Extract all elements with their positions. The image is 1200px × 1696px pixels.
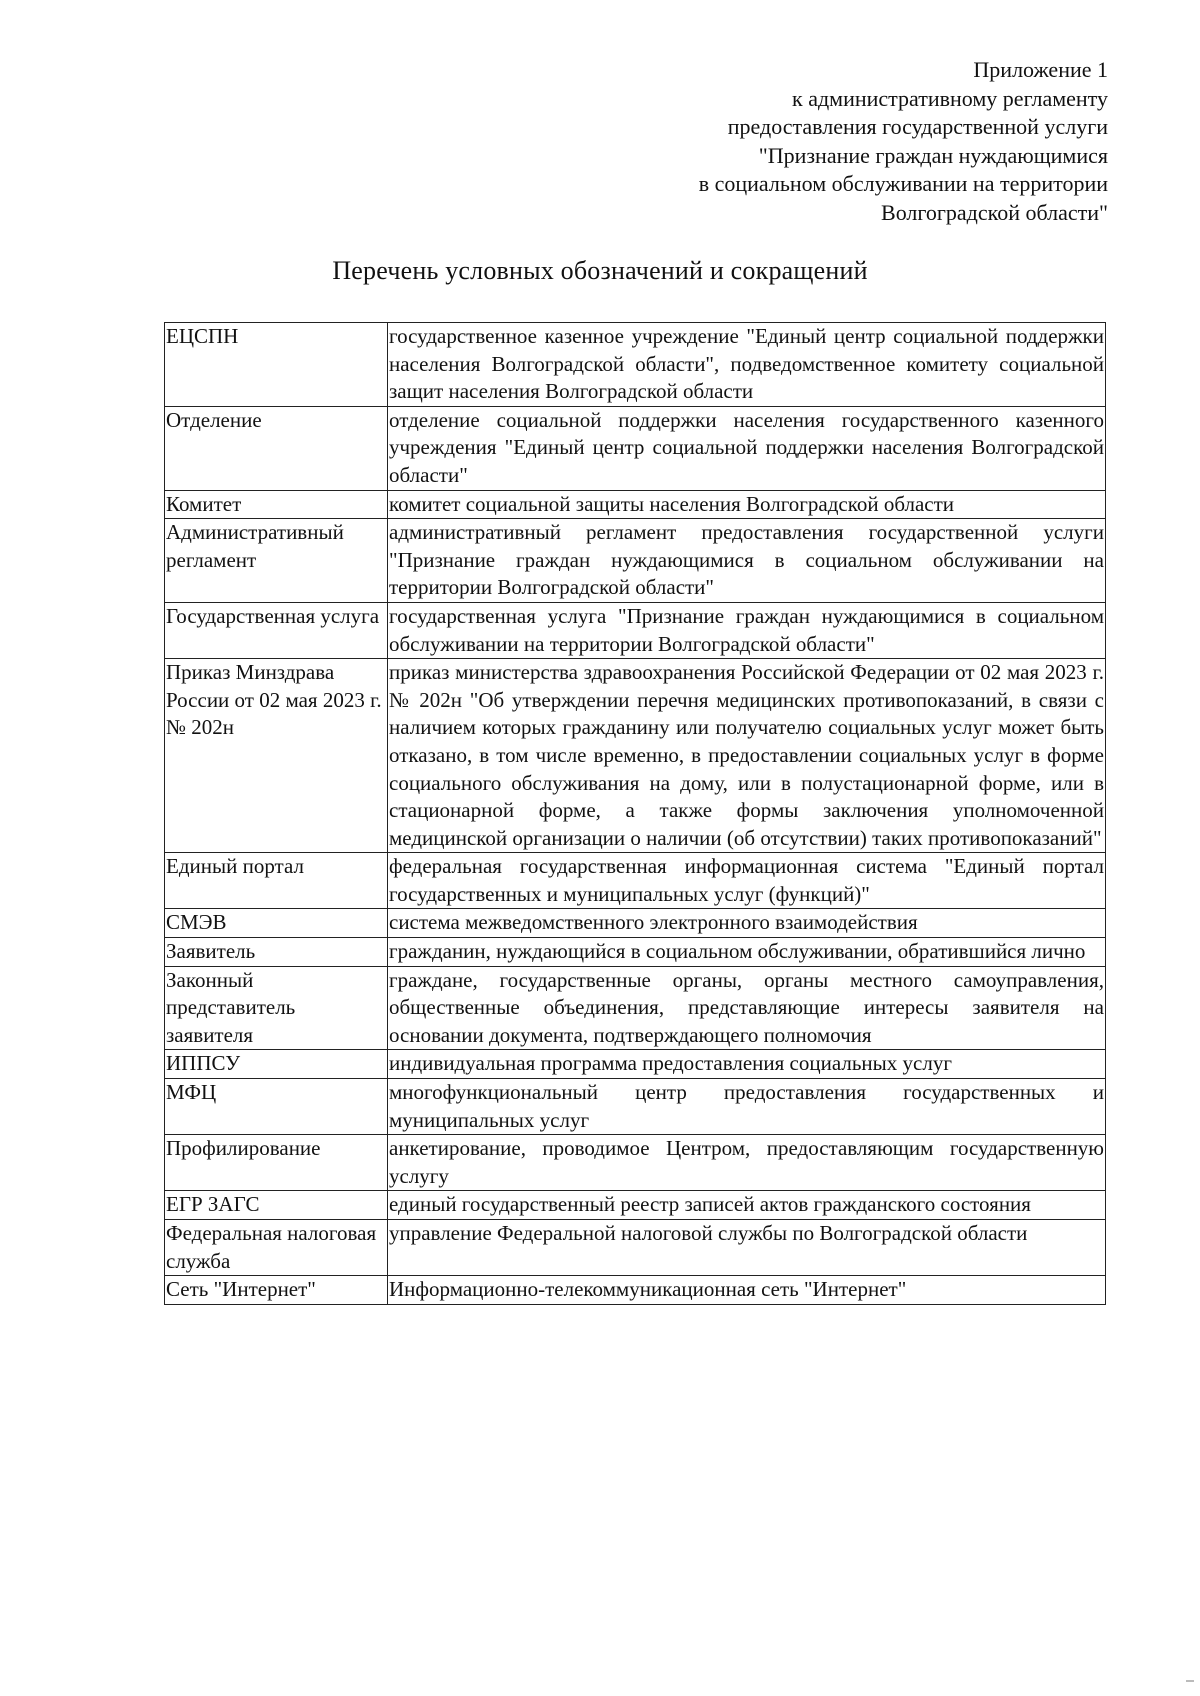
table-row [165, 966, 1106, 1050]
term-cell: ИППСУ [165, 1050, 388, 1079]
definition-cell: Информационно-телекоммуникационная сеть "Интернет" [388, 1276, 1106, 1305]
definition-cell: единый государственный реестр записей актов гражданского состояния [388, 1191, 1106, 1220]
table-row [165, 1276, 1106, 1305]
term-cell: Приказ Минздрава России от 02 мая 2023 г. № 202н [165, 659, 388, 853]
term-cell: Государственная услуга [165, 602, 388, 658]
term-cell: СМЭВ [165, 909, 388, 938]
document-title: Перечень условных обозначений и сокращений [332, 256, 868, 285]
definition-cell: граждане, государственные органы, органы местного самоуправления, общественные объединения, представляющие интересы заявителя на основании документа, подтверждающего полномочия [388, 966, 1106, 1050]
definition-cell: индивидуальная программа предоставления социальных услуг [388, 1050, 1106, 1079]
definition-cell: анкетирование, проводимое Центром, предоставляющим государственную услугу [388, 1135, 1106, 1191]
definition-cell: федеральная государственная информационная система "Единый портал государственных и муниципальных услуг (функций)" [388, 853, 1106, 909]
definition-cell: комитет социальной защиты населения Волгоградской области [388, 490, 1106, 519]
term-cell: Административный регламент [165, 519, 388, 603]
term-cell: Отделение [165, 406, 388, 490]
term-cell: Федеральная налоговая служба [165, 1220, 388, 1276]
table-row [165, 323, 1106, 407]
term-cell: Единый портал [165, 853, 388, 909]
appendix-header-line: в социальном обслуживании на территории [698, 171, 1108, 196]
term-cell: ЕГР ЗАГС [165, 1191, 388, 1220]
table-row [165, 853, 1106, 909]
appendix-header-line: "Признание граждан нуждающимися [758, 142, 1108, 168]
table-row [165, 1191, 1106, 1220]
term-cell: Законный представитель заявителя [165, 966, 388, 1050]
term-cell: ЕЦСПН [165, 323, 388, 407]
definition-cell: отделение социальной поддержки населения государственного казенного учреждения "Единый центр социальной поддержки населения Волгоградской области" [388, 406, 1106, 490]
definition-cell: административный регламент предоставления государственной услуги "Признание граждан нуждающимися в социальном обслуживании на территории Волгоградской области" [388, 519, 1106, 603]
appendix-header [588, 56, 1108, 227]
definition-cell: гражданин, нуждающийся в социальном обслуживании, обратившийся лично [388, 938, 1106, 967]
table-row [165, 938, 1106, 967]
term-cell: МФЦ [165, 1079, 388, 1135]
table-row [165, 1079, 1106, 1135]
table-row [165, 602, 1106, 658]
definition-cell: приказ министерства здравоохранения Российской Федерации от 02 мая 2023 г. № 202н "Об утверждении перечня медицинских противопоказаний, в связи с наличием которых гражданину или получателю социальных услуг может быть отказано, в том числе временно, в предоставлении социальных услуг в форме социального обслуживания на дому, или в полустационарной форме, или в стационарной форме, а также формы заключения уполномоченной медицинской организации о наличии (об отсутствии) таких противопоказаний" [388, 659, 1106, 853]
appendix-header-line: Волгоградской области" [881, 199, 1108, 225]
abbreviations-table [164, 322, 1106, 1305]
appendix-header-line: к административному регламенту [792, 85, 1108, 111]
term-cell: Сеть "Интернет" [165, 1276, 388, 1305]
table-row [165, 1220, 1106, 1276]
table-row [165, 490, 1106, 519]
definition-cell: управление Федеральной налоговой службы по Волгоградской области [388, 1220, 1106, 1276]
table-row [165, 519, 1106, 603]
definition-cell: государственная услуга "Признание граждан нуждающимися в социальном обслуживании на территории Волгоградской области" [388, 602, 1106, 658]
definition-cell: государственное казенное учреждение "Единый центр социальной поддержки населения Волгоградской области", подведомственное комитету социальной защит населения Волгоградской области [388, 323, 1106, 407]
appendix-header-line: предоставления государственной услуги [727, 114, 1108, 139]
table-row [165, 909, 1106, 938]
scan-artifact [1186, 1680, 1194, 1682]
table-row [165, 1050, 1106, 1079]
term-cell: Комитет [165, 490, 388, 519]
appendix-header-line: Приложение 1 [973, 57, 1108, 82]
term-cell: Профилирование [165, 1135, 388, 1191]
definition-cell: многофункциональный центр предоставления государственных и муниципальных услуг [388, 1079, 1106, 1135]
table-row [165, 406, 1106, 490]
table-row [165, 1135, 1106, 1191]
definition-cell: система межведомственного электронного взаимодействия [388, 909, 1106, 938]
term-cell: Заявитель [165, 938, 388, 967]
table-row [165, 659, 1106, 853]
